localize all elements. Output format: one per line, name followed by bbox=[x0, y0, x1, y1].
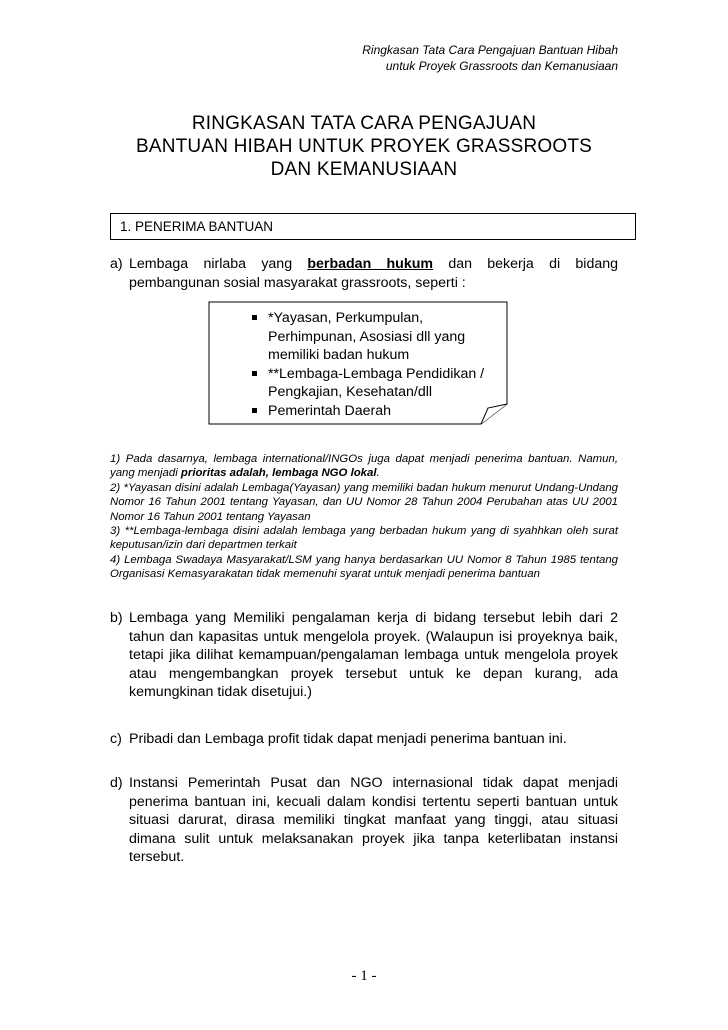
note-box-list bbox=[248, 309, 498, 421]
section-heading-box bbox=[110, 213, 636, 240]
bullet-square-icon bbox=[252, 408, 257, 413]
footnote-1: 1) Pada dasarnya, lembaga international/INGOs juga dapat menjadi penerima bantuan. Namun, yang menjadi prioritas adalah, lembaga NGO lokal. bbox=[110, 453, 618, 480]
item-d-text: Instansi Pemerintah Pusat dan NGO internasional tidak dapat menjadi penerima bantuan ini, kecuali dalam kondisi tertentu seperti bantuan untuk situasi darurat, dirasa memiliki tingkat manfaat yang tinggi, atau situasi dimana sulit untuk melaksanakan proyek jika tanpa keterlibatan instansi tersebut. bbox=[129, 775, 618, 866]
footnote-4: 4) Lembaga Swadaya Masyarakat/LSM yang hanya berdasarkan UU Nomor 8 Tahun 1985 tentang Organisasi Kemasyarakatan tidak memenuhi syarat untuk menjadi penerima bantuan bbox=[110, 553, 618, 581]
running-header-line-1: Ringkasan Tata Cara Pengajuan Bantuan Hibah bbox=[362, 43, 618, 57]
item-a-label: a) bbox=[110, 256, 123, 272]
document-title-line-3: DAN KEMANUSIAAN bbox=[270, 159, 458, 180]
item-b bbox=[110, 609, 618, 702]
footnote-3: 3) **Lembaga-lembaga disini adalah lembaga yang berbadan hukum yang di syahhkan oleh surat keputusan/izin dari departmen terkait bbox=[110, 525, 618, 552]
item-c bbox=[110, 730, 618, 749]
bullet-square-icon bbox=[252, 315, 257, 320]
running-header-line-2: untuk Proyek Grassroots dan Kemanusiaan bbox=[385, 59, 618, 73]
page-number: - 1 - bbox=[351, 968, 377, 984]
bullet-square-icon bbox=[252, 371, 257, 376]
footnotes bbox=[110, 452, 618, 582]
item-d-label: d) bbox=[110, 775, 123, 791]
item-a-text-after: dan bekerja di bidang pembangunan sosial masyarakat grassroots, seperti : bbox=[129, 256, 619, 291]
item-b-label: b) bbox=[110, 610, 123, 626]
section-heading: 1. PENERIMA BANTUAN bbox=[120, 219, 274, 234]
note-item-pemerintah: Pemerintah Daerah bbox=[248, 402, 498, 421]
item-c-text: Pribadi dan Lembaga profit tidak dapat menjadi penerima bantuan ini. bbox=[129, 731, 567, 747]
footnote-2: 2) *Yayasan disini adalah Lembaga(Yayasan) yang memiliki badan hukum menurut Undang-Undang Nomor 16 Tahun 2001 tentang Yayasan, dan UU Nomor 28 Tahun 2004 Perubahan atas UU 2001 Nomor 16 Tahun 2001 tentang Yayasan bbox=[110, 481, 618, 523]
item-d bbox=[110, 774, 618, 867]
note-item-yayasan: *Yayasan, Perkumpulan, Perhimpunan, Asosiasi dll yang memiliki badan hukum bbox=[248, 309, 493, 365]
item-c-label: c) bbox=[110, 731, 122, 747]
item-a-emphasis: berbadan hukum bbox=[307, 256, 434, 272]
document-title-line-2: BANTUAN HIBAH UNTUK PROYEK GRASSROOTS bbox=[135, 136, 593, 157]
document-title-line-1: RINGKASAN TATA CARA PENGAJUAN bbox=[191, 113, 537, 134]
item-a bbox=[110, 255, 618, 292]
note-item-lembaga: **Lembaga-Lembaga Pendidikan / Pengkajian, Kesehatan/dll bbox=[248, 365, 498, 402]
item-b-text: Lembaga yang Memiliki pengalaman kerja di bidang tersebut lebih dari 2 tahun dan kapasitas untuk mengelola proyek. (Walaupun isi proyeknya baik, tetapi jika dilihat kemampuan/pengalaman lembaga untuk mengelola proyek atau mengembangkan proyek tersebut untuk ke depan kurang, ada kemungkinan tidak disetujui.) bbox=[129, 610, 618, 701]
item-a-text-before: Lembaga nirlaba yang bbox=[129, 256, 308, 272]
